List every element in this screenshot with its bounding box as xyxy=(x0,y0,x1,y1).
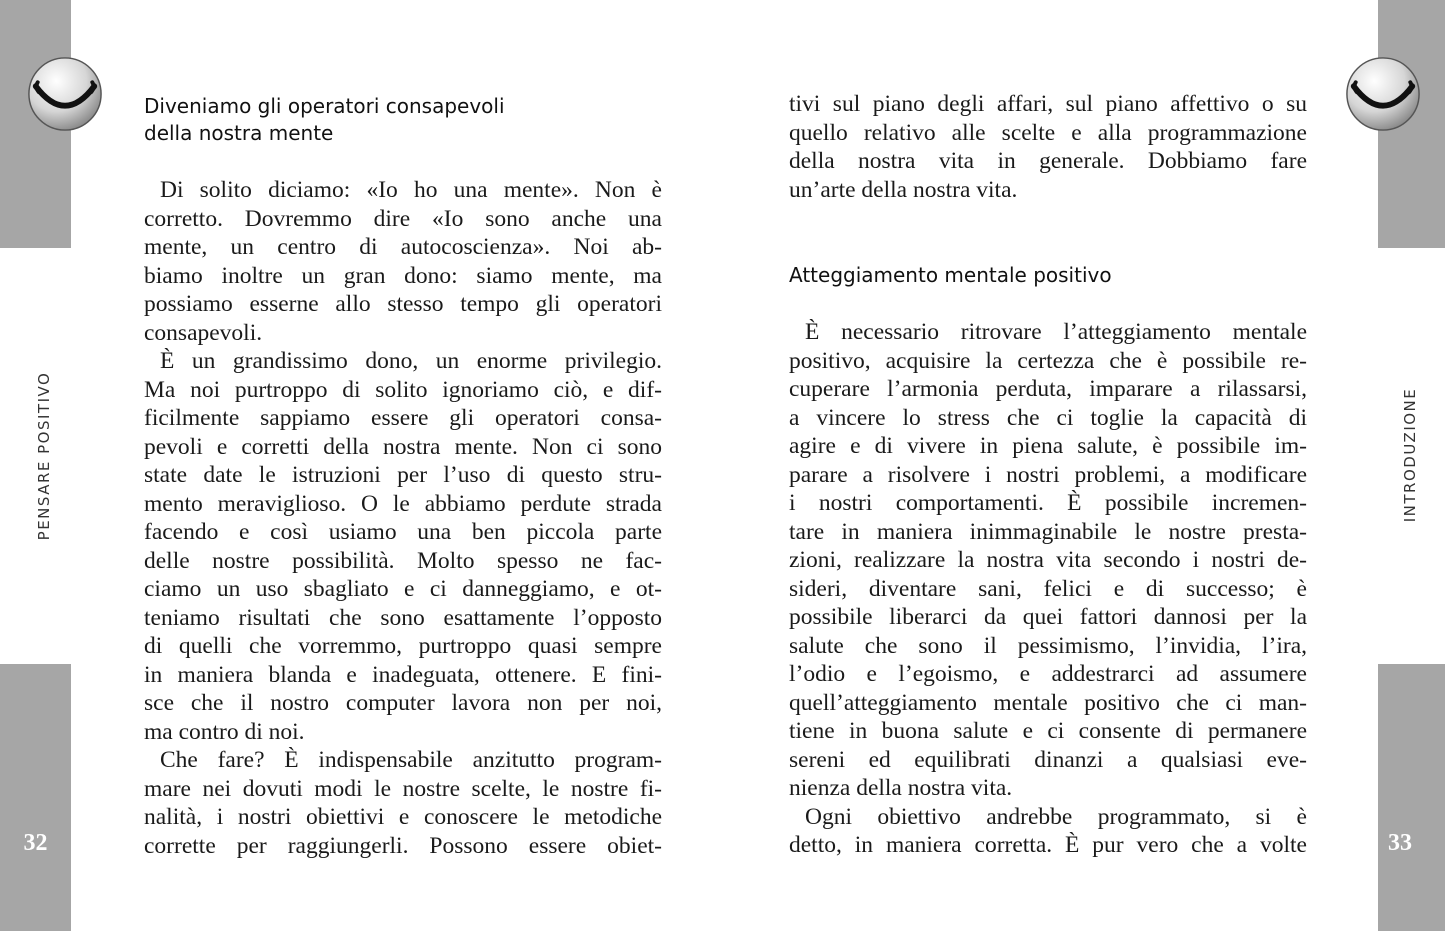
text-line: un’arte della nostra vita. xyxy=(789,176,1018,203)
section-heading-right: Atteggiamento mentale positivo xyxy=(789,263,1112,287)
text-line: consapevoli. xyxy=(144,319,263,346)
text-line: È necessario ritrovare l’atteggiamento mentale xyxy=(805,319,1307,345)
text-line: Ogni obiettivo andrebbe programmato, si è xyxy=(805,803,1307,830)
text-line: ciamo un uso sbagliato e ci danneggiamo, e ot- xyxy=(144,576,662,602)
text-line: mente, un centro di autocoscienza». Noi ab- xyxy=(144,234,662,260)
smiley-face-icon xyxy=(1344,55,1422,133)
text-line: teniamo risultati che sono esattamente l’opposto xyxy=(144,604,662,631)
text-line: parare a risolvere i nostri problemi, a modificare xyxy=(789,461,1307,488)
text-line: Che fare? È indispensabile anzitutto program- xyxy=(160,747,662,773)
text-line: di quelli che vorremmo, purtroppo quasi sempre xyxy=(144,633,662,659)
text-line: in maniera blanda e inadeguata, ottenere. E fini- xyxy=(144,661,662,688)
page-number-right: 33 xyxy=(1388,830,1412,856)
text-line: sereni ed equilibrati dinanzi a qualsiasi eve- xyxy=(789,746,1307,773)
text-line: corrette per raggiungerli. Possono essere obiet- xyxy=(144,832,662,859)
text-line: ficilmente sappiamo essere gli operatori consa- xyxy=(144,405,662,431)
text-line: mare nei dovuti modi le nostre scelte, le nostre fi- xyxy=(144,775,662,802)
text-line: sce che il nostro computer lavora non per noi, xyxy=(144,690,662,716)
text-line: positivo, acquisire la certezza che è possibile re- xyxy=(789,347,1307,374)
text-line: facendo e così usiamo una ben piccola parte xyxy=(144,519,662,545)
text-line: salute che sono il pessimismo, l’invidia, l’ira, xyxy=(789,632,1307,659)
section-heading-left xyxy=(144,93,664,147)
left-margin-band-bottom xyxy=(0,664,71,931)
text-line: possiamo esserne allo stesso tempo gli operatori xyxy=(144,291,662,317)
text-line: cuperare l’armonia perduta, imparare a rilassarsi, xyxy=(789,376,1307,402)
text-line: È un grandissimo dono, un enorme privilegio. xyxy=(160,348,662,374)
heading-line: della nostra mente xyxy=(144,121,334,145)
running-title-right: INTRODUZIONE xyxy=(1401,387,1419,523)
text-line: a vincere lo stress che ci toglie la capacità di xyxy=(789,404,1307,431)
right-margin-band-bottom xyxy=(1378,664,1445,931)
text-line: delle nostre possibilità. Molto spesso ne fac- xyxy=(144,547,662,574)
text-line: Di solito diciamo: «Io ho una mente». Non è xyxy=(160,177,662,203)
text-line: della nostra vita in generale. Dobbiamo fare xyxy=(789,148,1307,174)
smiley-face-icon xyxy=(26,55,104,133)
text-line: i nostri comportamenti. È possibile incremen- xyxy=(789,490,1307,516)
text-line: tiene in buona salute e ci consente di permanere xyxy=(789,718,1307,744)
text-line: sideri, diventare sani, felici e di successo; è xyxy=(789,575,1307,602)
text-line: mento meraviglioso. O le abbiamo perdute strada xyxy=(144,490,662,517)
text-line: possibile liberarci da quei fattori dannosi per la xyxy=(789,604,1307,630)
right-page-body xyxy=(789,318,1307,860)
text-line: nalità, i nostri obiettivi e conoscere le metodiche xyxy=(144,804,662,830)
text-line: zioni, realizzare la nostra vita secondo i nostri de- xyxy=(789,547,1307,573)
text-line: biamo inoltre un gran dono: siamo mente, ma xyxy=(144,262,662,289)
text-line: agire e di vivere in piena salute, è possibile im- xyxy=(789,433,1307,459)
right-page-body-top xyxy=(789,90,1307,204)
text-line: corretto. Dovremmo dire «Io sono anche una xyxy=(144,205,662,232)
text-line: Ma noi purtroppo di solito ignoriamo ciò, e dif- xyxy=(144,376,662,403)
page-number-left: 32 xyxy=(23,830,48,856)
text-line: state date le istruzioni per l’uso di questo stru- xyxy=(144,462,662,488)
text-line: quell’atteggiamento mentale positivo che ci man- xyxy=(789,689,1307,716)
text-line: quello relativo alle scelte e alla programmazione xyxy=(789,119,1307,146)
text-line: ma contro di noi. xyxy=(144,718,305,745)
text-line: pevoli e corretti della nostra mente. Non ci sono xyxy=(144,433,662,460)
left-page-body xyxy=(144,176,662,860)
text-line: tare in maniera inimmaginabile le nostre presta- xyxy=(789,518,1307,545)
text-line: nienza della nostra vita. xyxy=(789,775,1013,801)
running-title-left: PENSARE POSITIVO xyxy=(35,371,53,541)
heading-line: Diveniamo gli operatori consapevoli xyxy=(144,94,505,118)
text-line: l’odio e l’egoismo, e addestrarci ad assumere xyxy=(789,661,1307,687)
text-line: tivi sul piano degli affari, sul piano affettivo o su xyxy=(789,91,1307,117)
text-line: detto, in maniera corretta. È pur vero che a volte xyxy=(789,832,1307,858)
